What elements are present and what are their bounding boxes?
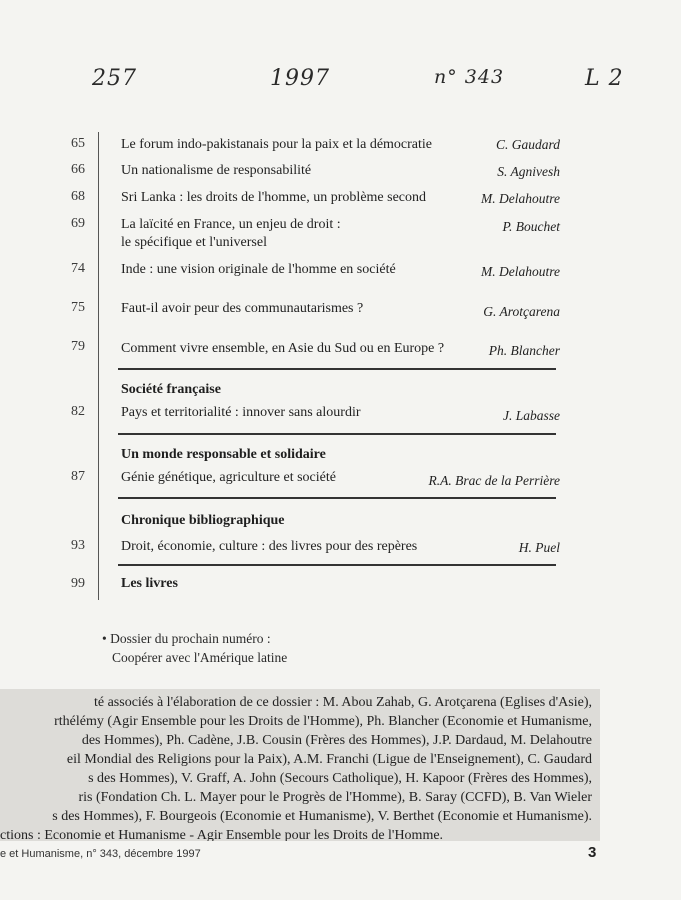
handwritten-issue: n° 343 (434, 66, 505, 88)
credits-line: s des Hommes), V. Graff, A. John (Secours Catholique), H. Kapoor (Frères des Hommes), (88, 771, 592, 786)
next-dossier-title: Coopérer avec l'Amérique latine (112, 650, 288, 665)
credits-line: ris (Fondation Ch. L. Mayer pour le Progrès de l'Homme), B. Saray (CCFD), B. Van Wieler (78, 790, 592, 805)
toc-author: J. Labasse (503, 408, 560, 423)
toc-page-number: 68 (71, 189, 85, 204)
credits-line: ctions : Economie et Humanisme - Agir Ensemble pour les Droits de l'Homme. (0, 828, 444, 841)
section-divider (118, 564, 556, 566)
toc-page-number: 79 (71, 339, 85, 354)
handwritten-code: L 2 (585, 66, 624, 91)
section-heading: Un monde responsable et solidaire (121, 447, 326, 462)
toc-page-number: 74 (71, 261, 85, 276)
toc-author: R.A. Brac de la Perrière (428, 473, 560, 488)
toc-author: M. Delahoutre (481, 264, 560, 279)
section-heading: Société française (121, 382, 221, 397)
toc-title: Pays et territorialité : innover sans alourdir (121, 405, 361, 420)
toc-page-number: 82 (71, 404, 85, 419)
toc-title-continued: le spécifique et l'universel (121, 235, 267, 250)
handwritten-year: 1997 (270, 66, 330, 91)
toc-page-number: 87 (71, 469, 85, 484)
credits-line: rthélémy (Agir Ensemble pour les Droits de l'Homme), Ph. Blancher (Economie et Humanisme, (54, 714, 592, 729)
toc-page-number: 69 (71, 216, 85, 231)
toc-title: Comment vivre ensemble, en Asie du Sud ou en Europe ? (121, 341, 445, 356)
toc-author: C. Gaudard (495, 137, 560, 152)
toc-page-number: 65 (71, 136, 85, 151)
credits-text (0, 693, 592, 841)
toc-title: Droit, économie, culture : des livres pour des repères (121, 539, 418, 554)
credits-line: eil Mondial des Religions pour la Paix), A.M. Franchi (Ligue de l'Enseignement), C. Gaudard (66, 752, 592, 767)
next-dossier-label: • Dossier du prochain numéro : (102, 631, 271, 646)
toc-page-number: 75 (71, 300, 85, 315)
toc-page-number: 66 (71, 162, 85, 177)
handwritten-ref: 257 (92, 66, 137, 91)
footer-text: e et Humanisme, n° 343, décembre 1997 (0, 848, 201, 860)
toc-title: Un nationalisme de responsabilité (121, 163, 312, 178)
credits-line: té associés à l'élaboration de ce dossier : M. Abou Zahab, G. Arotçarena (Eglises d'Asie), (93, 695, 592, 710)
section-divider (118, 368, 556, 370)
toc-title: Inde : une vision originale de l'homme en société (121, 262, 396, 277)
toc-page-number: 93 (71, 538, 85, 553)
section-heading: Chronique bibliographique (121, 513, 285, 528)
toc-page-number: 99 (71, 576, 85, 591)
toc-author: S. Agnivesh (497, 164, 560, 179)
credits-box (0, 689, 600, 841)
toc-title: Le forum indo-pakistanais pour la paix et la démocratie (121, 137, 433, 152)
toc-author: H. Puel (518, 540, 560, 555)
section-heading: Les livres (121, 576, 178, 591)
toc-title: Faut-il avoir peur des communautarismes ? (121, 301, 364, 316)
page-number: 3 (588, 844, 597, 861)
section-divider (118, 497, 556, 499)
credits-line: des Hommes), Ph. Cadène, J.B. Cousin (Frères des Hommes), J.P. Dardaud, M. Delahoutre (81, 733, 592, 748)
toc-author: M. Delahoutre (481, 191, 560, 206)
page-column-rule (98, 132, 99, 600)
toc-author: G. Arotçarena (483, 304, 560, 319)
toc-author: Ph. Blancher (488, 343, 560, 358)
toc-title: Sri Lanka : les droits de l'homme, un problème second (121, 190, 427, 205)
section-divider (118, 433, 556, 435)
toc-title: La laïcité en France, un enjeu de droit : (121, 217, 341, 232)
credits-line: s des Hommes), F. Bourgeois (Economie et Humanisme), V. Berthet (Economie et Humanisme). (52, 809, 592, 824)
toc-author: P. Bouchet (502, 219, 560, 234)
toc-title: Génie génétique, agriculture et société (121, 470, 336, 485)
